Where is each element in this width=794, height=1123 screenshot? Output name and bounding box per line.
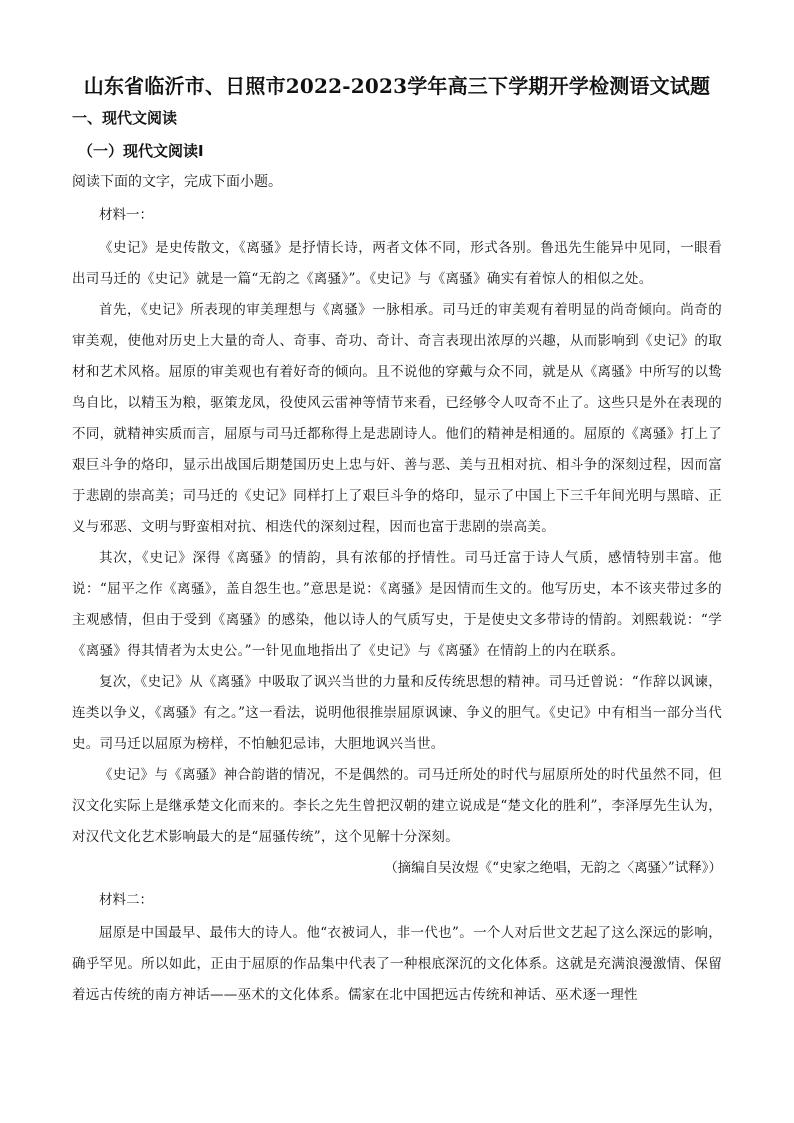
material-one-paragraph: 复次，《史记》从《离骚》中吸取了讽兴当世的力量和反传统思想的精神。司马迁曾说：“作辞以讽谏，连类以争义，《离骚》有之。”这一看法，说明他很推崇屈原讽谏、争义的胆气。《史记》中有相当一部分当代史。司马迁以屈原为榜样，不怕触犯忌讳，大胆地讽兴当世。 <box>72 674 722 752</box>
material-one-paragraph: 其次，《史记》深得《离骚》的情韵，具有浓郁的抒情性。司马迁富于诗人气质，感情特别丰富。他说：“屈平之作《离骚》，盖自怨生也。”意思是说：《离骚》是因情而生文的。他写历史，本不该夹带过多的主观感情，但由于受到《离骚》的感染，他以诗人的气质写史，于是使史文多带诗的情韵。刘熙载说：“学《离骚》得其情者为太史公。”一针见血地指出了《史记》与《离骚》在情韵上的内在联系。 <box>72 550 722 659</box>
material-one-paragraph: 首先，《史记》所表现的审美理想与《离骚》一脉相承。司马迁的审美观有着明显的尚奇倾向。尚奇的审美观，使他对历史上大量的奇人、奇事、奇功、奇计、奇言表现出浓厚的兴趣，从而影响到《史记》的取材和艺术风格。屈原的审美观也有着好奇的倾向。且不说他的穿戴与众不同，就是从《离骚》中所写的以鸷鸟自比，以精玉为粮，驱策龙凤，役使风云雷神等情节来看，已经够令人叹奇不止了。这些只是外在表现的不同，就精神实质而言，屈原与司马迁都称得上是悲剧诗人。他们的精神是相通的。屈原的《离骚》打上了艰巨斗争的烙印，显示出战国后期楚国历史上忠与奸、善与恶、美与丑相对抗、相斗争的深刻过程，因而富于悲剧的崇高美；司马迁的《史记》同样打上了艰巨斗争的烙印，显示了中国上下三千年间光明与黑暗、正义与邪恶、文明与野蛮相对抗、相迭代的深刻过程，因而也富于悲剧的崇高美。 <box>72 302 722 535</box>
document-title: 山东省临沂市、日照市2022-2023学年高三下学期开学检测语文试题 <box>83 74 711 98</box>
material-two-paragraph: 屈原是中国最早、最伟大的诗人。他“衣被词人，非一代也”。一个人对后世文艺起了这么深远的影响，确乎罕见。所以如此，正由于屈原的作品集中代表了一种根底深沉的文化体系。这就是充满浪漫激情、保留着远古传统的南方神话——巫术的文化体系。儒家在北中国把远古传统和神话、巫术逐一理性 <box>72 925 722 1003</box>
material-two-label: 材料二： <box>99 892 153 908</box>
source-citation: （摘编自吴汝煜《“史家之绝唱，无韵之〈离骚〉”试释》） <box>384 860 722 876</box>
instruction-text: 阅读下面的文字，完成下面小题。 <box>72 174 282 190</box>
material-one-label: 材料一： <box>99 207 153 223</box>
material-one-paragraph: 《史记》与《离骚》神合韵谐的情况，不是偶然的。司马迁所处的时代与屈原所处的时代虽然不同，但汉文化实际上是继承楚文化而来的。李长之先生曾把汉朝的建立说成是“楚文化的胜利”，李泽厚先生认为，对汉代文化艺术影响最大的是“屈骚传统”，这个见解十分深刻。 <box>72 767 722 845</box>
section-heading: 一、现代文阅读 <box>72 109 178 127</box>
subsection-heading: （一）现代文阅读Ⅰ <box>78 142 204 160</box>
material-one-paragraph: 《史记》是史传散文，《离骚》是抒情长诗，两者文体不同，形式各别。鲁迅先生能异中见同，一眼看出司马迁的《史记》就是一篇“无韵之《离骚》”。《史记》与《离骚》确实有着惊人的相似之处。 <box>72 240 722 287</box>
